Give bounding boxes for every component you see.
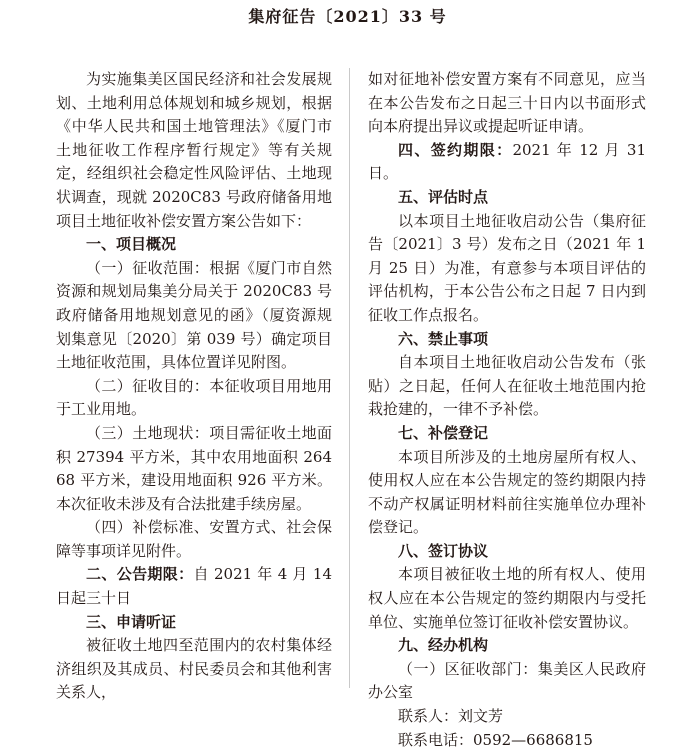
section-8-paragraph: 本项目被征收土地的所有权人、使用权人应在本公告规定的签约期限内与受托单位、实施单位签订征收补偿安置协议。 — [368, 565, 646, 631]
section-4-paragraph — [368, 139, 646, 186]
section-9-contact: 联系人：刘文芳 — [398, 707, 504, 726]
section-6-paragraph: 自本项目土地征收启动公告发布（张贴）之日起，任何人在征收土地范围内抢栽抢建的，一律不予补偿。 — [368, 353, 646, 419]
section-6-heading: 六、禁止事项 — [398, 329, 489, 348]
section-5-heading: 五、评估时点 — [398, 187, 489, 206]
section-1-scope: （一）征收范围：根据《厦门市自然资源和规划局集美分局关于 2020C83 号政府储备用地规划意见的函》（厦资源规划集意见〔2020〕第 039 号）确定项目土地征收范围，具体位置详见附图。 — [56, 258, 332, 372]
section-2-label: 二、公告期限： — [86, 565, 194, 584]
section-1-purpose: （二）征收目的：本征收项目用地用于工业用地。 — [56, 376, 332, 419]
column-divider — [349, 68, 350, 688]
section-9-phone: 联系电话：0592—6686815 — [398, 730, 593, 749]
section-3-heading: 三、申请听证 — [86, 612, 177, 631]
section-4-text: 2021 年 12 月 31 日。 — [368, 140, 646, 183]
section-1-heading: 一、项目概况 — [86, 235, 177, 254]
section-4-label: 四、签约期限： — [398, 140, 513, 159]
section-1-standards: （四）补偿标准、安置方式、社会保障等事项详见附件。 — [56, 518, 332, 560]
section-7-paragraph: 本项目所涉及的土地房屋所有权人、使用权人应在本公告规定的签约期限内持不动产权属证明材料前往实施单位办理补偿登记。 — [368, 447, 646, 537]
section-7-heading: 七、补偿登记 — [398, 423, 489, 442]
section-3-continuation: 如对征地补偿安置方案有不同意见，应当在本公告发布之日起三十日内以书面形式向本府提出异议或提起听证申请。 — [368, 70, 646, 136]
section-3-paragraph: 被征收土地四至范围内的农村集体经济组织及其成员、村民委员会和其他利害关系人， — [56, 636, 332, 702]
section-9-heading: 九、经办机构 — [398, 636, 489, 655]
intro-paragraph: 为实施集美区国民经济和社会发展规划、土地利用总体规划和城乡规划，根据《中华人民共和国土地管理法》《厦门市土地征收工作程序暂行规定》等有关规定，经组织社会稳定性风险评估、土地现状调查，现就 2020C83 号政府储备用地项目土地征收补偿安置方案公告如下： — [56, 70, 332, 230]
section-8-heading: 八、签订协议 — [398, 541, 489, 560]
section-5-paragraph: 以本项目土地征收启动公告（集府征告〔2021〕3 号）发布之日（2021 年 1 月 25 日）为准，有意参与本项目评估的评估机构，于本公告公布之日起 7 日内到征收工作点报名。 — [368, 211, 646, 324]
right-column — [368, 68, 646, 752]
section-2-text: 自 2021 年 4 月 14 日起三十日 — [56, 565, 332, 608]
section-1-land-status: （三）土地现状：项目需征收土地面积 27394 平方米，其中农用地面积 26468 平方米，建设用地面积 926 平方米。本次征收未涉及有合法批建手续房屋。 — [56, 423, 332, 513]
section-9-department: （一）区征收部门：集美区人民政府办公室 — [368, 659, 646, 702]
left-column — [56, 68, 332, 705]
section-2-paragraph — [56, 563, 332, 610]
document-title: 集府征告〔2021〕33 号 — [248, 7, 447, 26]
